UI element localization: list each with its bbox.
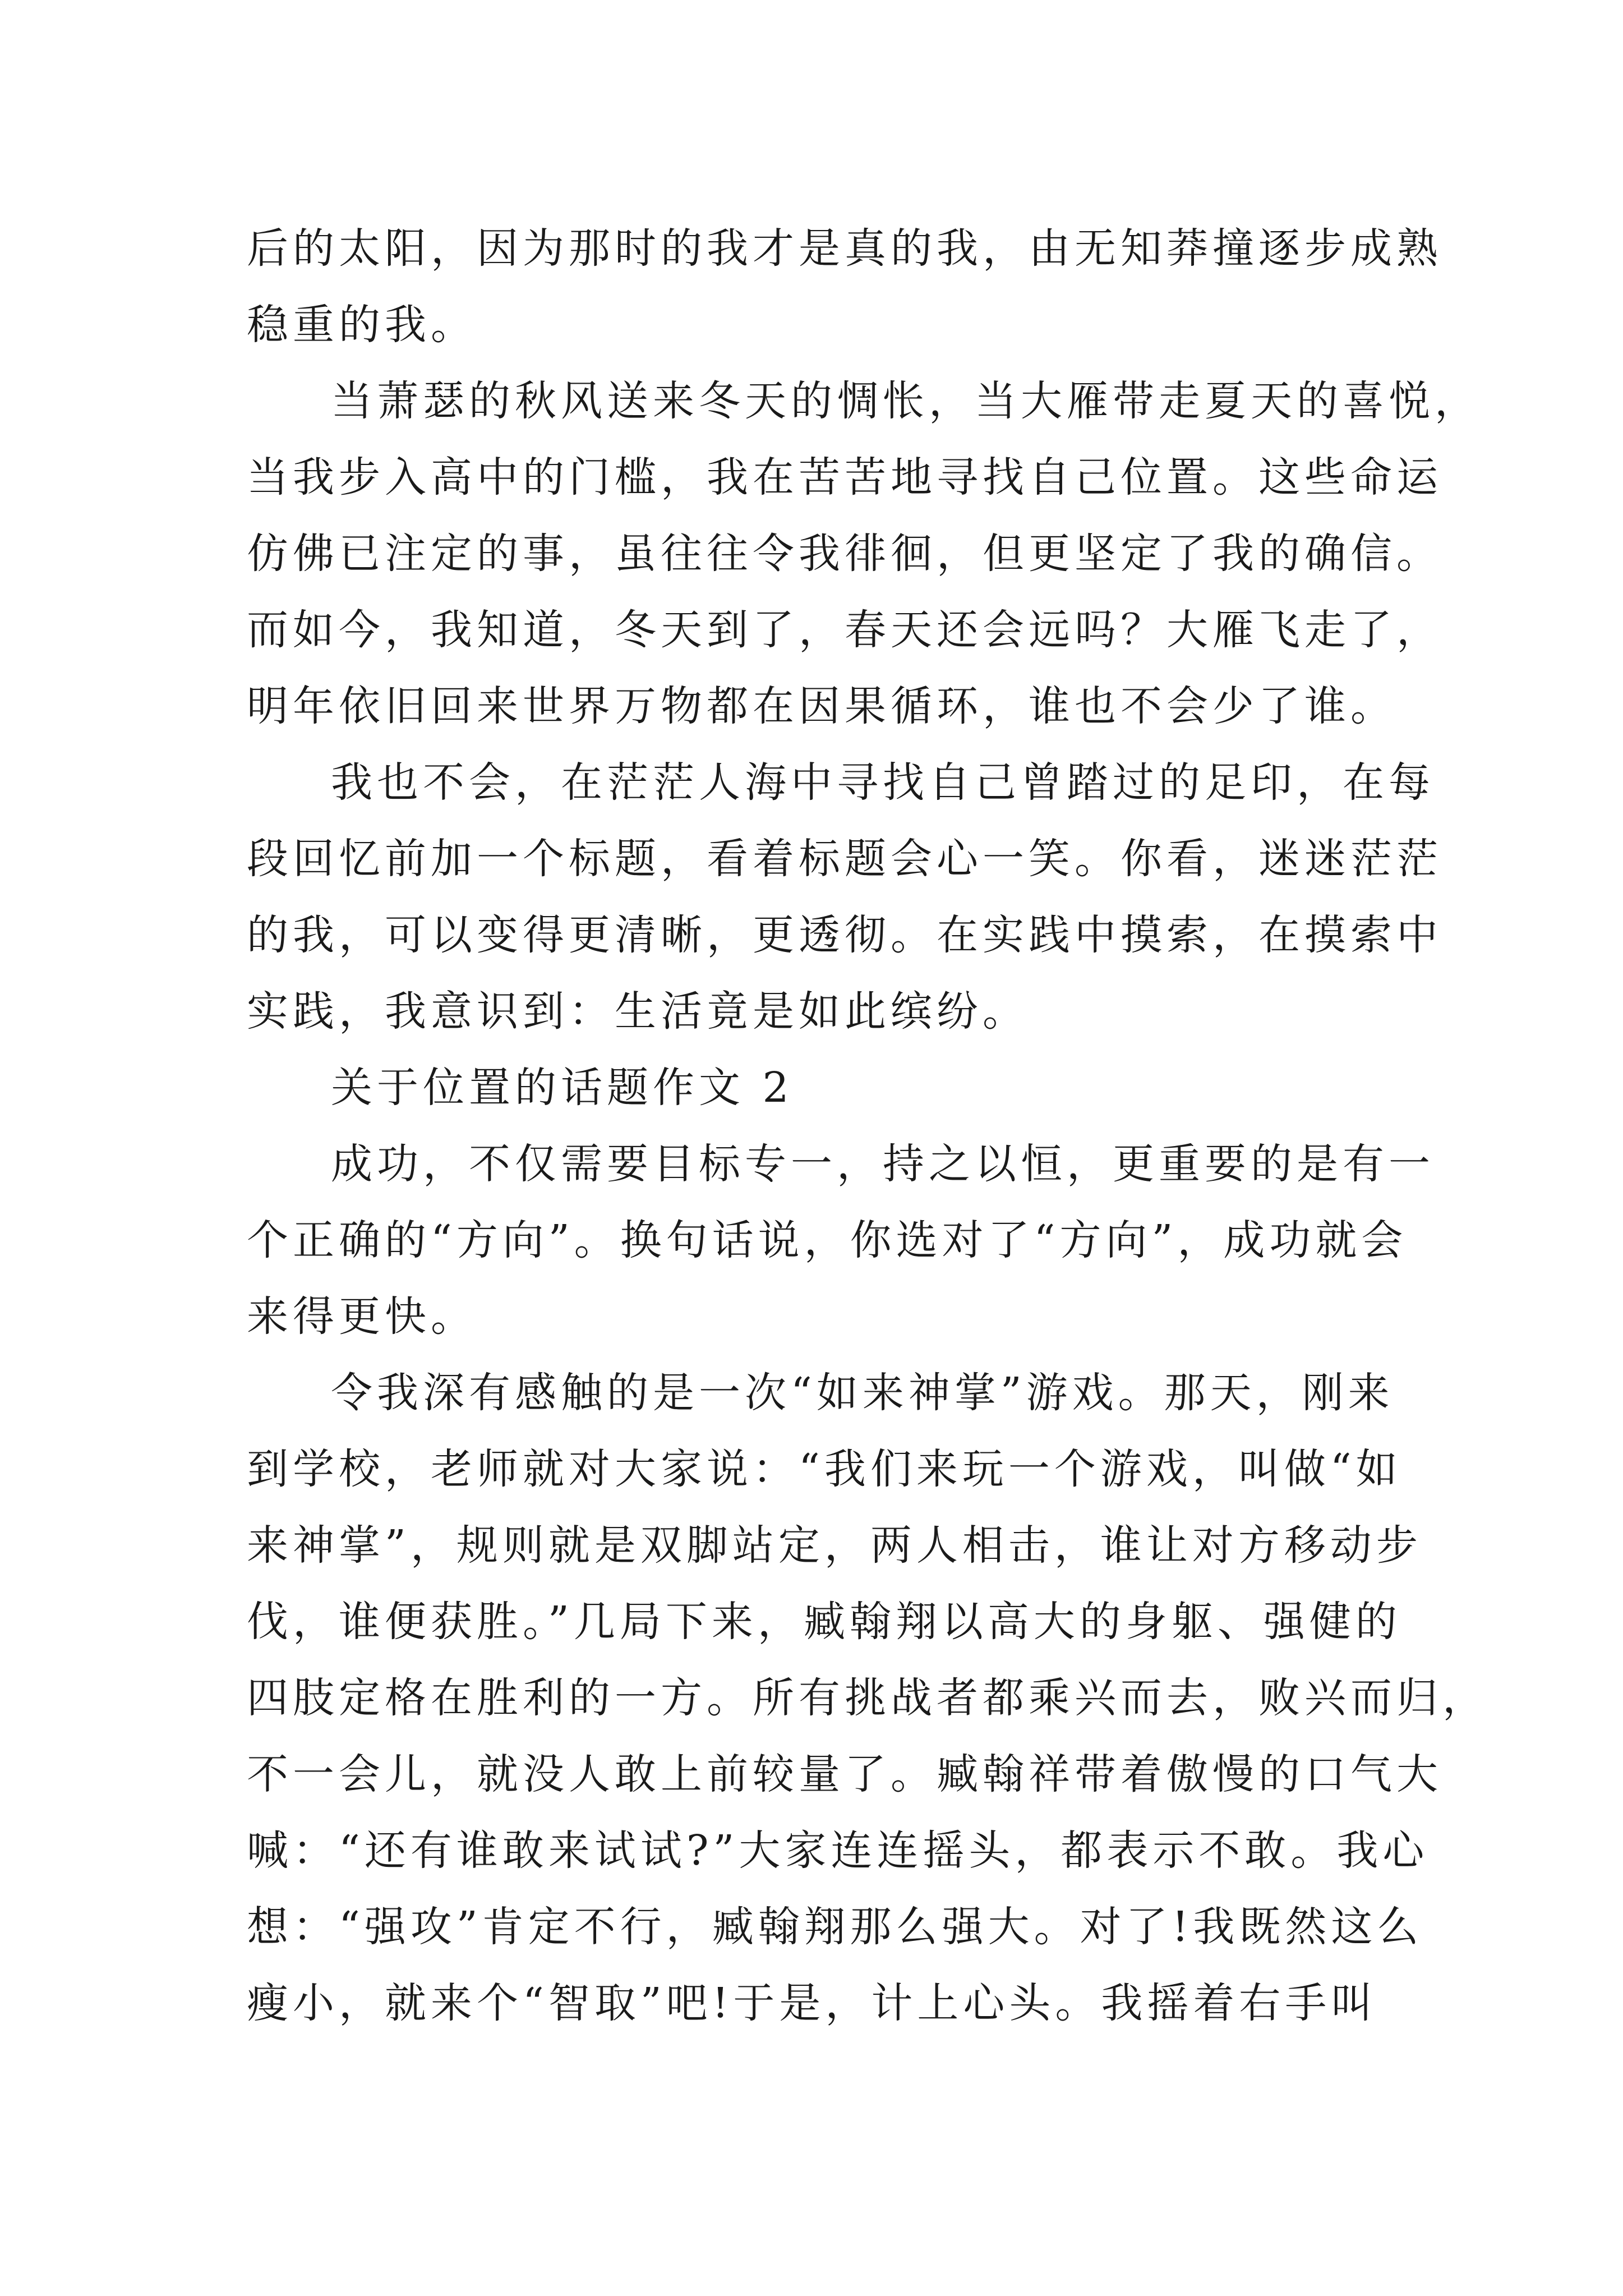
text-line: 来得更快。	[247, 1292, 477, 1341]
text-line: 仿佛已注定的事，虽往往令我徘徊，但更坚定了我的确信。	[247, 530, 1442, 578]
text-line: 而如今，我知道，冬天到了，春天还会远吗？大雁飞走了，	[247, 606, 1442, 654]
text-line: 到学校，老师就对大家说：“我们来玩一个游戏，叫做“如	[247, 1445, 1402, 1493]
text-line: 来神掌”，规则就是双脚站定，两人相击，谁让对方移动步	[247, 1521, 1422, 1570]
paragraph-start-line: 我也不会，在茫茫人海中寻找自己曾踏过的足印，在每	[331, 758, 1435, 807]
text-line: 的我，可以变得更清晰，更透彻。在实践中摸索，在摸索中	[247, 911, 1442, 959]
paragraph-start-line: 当萧瑟的秋风送来冬天的惆怅，当大雁带走夏天的喜悦，	[331, 377, 1481, 425]
text-line: 明年依旧回来世界万物都在因果循环，谁也不会少了谁。	[247, 682, 1396, 730]
text-line: 稳重的我。	[247, 301, 477, 349]
text-line: 当我步入高中的门槛，我在苦苦地寻找自己位置。这些命运	[247, 453, 1442, 501]
text-line: 实践，我意识到：生活竟是如此缤纷。	[247, 987, 1029, 1036]
text-line: 伐，谁便获胜。”几局下来，臧翰翔以高大的身躯、强健的	[247, 1598, 1401, 1646]
text-line: 不一会儿，就没人敢上前较量了。臧翰祥带着傲慢的口气大	[247, 1750, 1442, 1798]
text-line: 段回忆前加一个标题，看着标题会心一笑。你看，迷迷茫茫	[247, 835, 1442, 883]
section-heading: 关于位置的话题作文 2	[331, 1064, 794, 1112]
paragraph-start-line: 令我深有感触的是一次“如来神掌”游戏。那天，刚来	[331, 1369, 1394, 1417]
text-line: 瘦小，就来个“智取”吧!于是，计上心头。我摇着右手叫	[247, 1979, 1377, 2027]
text-line: 想：“强攻”肯定不行，臧翰翔那么强大。对了!我既然这么	[247, 1903, 1423, 1951]
text-line: 后的太阳，因为那时的我才是真的我，由无知莽撞逐步成熟	[247, 224, 1442, 273]
text-line: 四肢定格在胜利的一方。所有挑战者都乘兴而去，败兴而归，	[247, 1674, 1488, 1722]
paragraph-start-line: 成功，不仅需要目标专一，持之以恒，更重要的是有一	[331, 1140, 1435, 1188]
text-line: 个正确的“方向”。换句话说，你选对了“方向”，成功就会	[247, 1216, 1408, 1264]
document-body	[247, 210, 1488, 2041]
text-line: 喊：“还有谁敢来试试?”大家连连摇头，都表示不敢。我心	[247, 1826, 1429, 1875]
